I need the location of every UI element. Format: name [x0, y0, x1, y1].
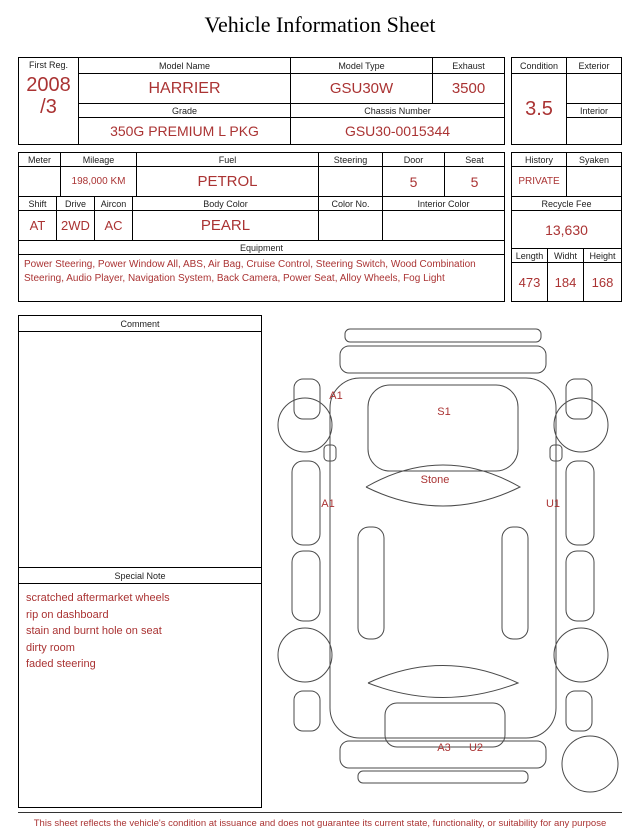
history-row [512, 153, 621, 197]
syaken-label: Syaken [567, 153, 621, 167]
condition-value: 3.5 [512, 74, 567, 144]
fuel-value: PETROL [137, 167, 319, 197]
history-table [511, 152, 622, 302]
first-reg-year: 2008 [26, 74, 71, 96]
steering-label: Steering [319, 153, 383, 167]
fuel-label: Fuel [137, 153, 319, 167]
color-no-label: Color No. [319, 197, 383, 211]
hood-shape [368, 385, 518, 471]
grade-label: Grade [79, 104, 291, 118]
aircon-value: AC [95, 211, 133, 241]
rear-bottom-bar-shape [358, 771, 528, 783]
specs-row-2 [19, 197, 504, 241]
interior-value [567, 118, 621, 144]
condition-label: Condition [512, 58, 567, 74]
right-rear-door-shape [566, 551, 594, 621]
shift-label: Shift [19, 197, 57, 211]
shift-value: AT [19, 211, 57, 241]
model-name-label: Model Name [79, 58, 291, 74]
drive-label: Drive [57, 197, 95, 211]
first-reg-cell [19, 58, 79, 144]
trunk-shape [385, 703, 505, 747]
special-note-label: Special Note [19, 568, 261, 584]
specs-row-1 [19, 153, 504, 197]
body-color-value: PEARL [133, 211, 319, 241]
recycle-fee-row [512, 197, 621, 249]
page-title: Vehicle Information Sheet [204, 12, 436, 37]
model-name-value: HARRIER [79, 74, 291, 104]
front-right-wheel-shape [554, 398, 608, 452]
special-note-line: scratched aftermarket wheels [26, 592, 170, 604]
model-type-label: Model Type [291, 58, 433, 74]
exterior-value [567, 74, 621, 104]
damage-label-u2: U2 [468, 742, 484, 754]
rear-left-wheel-shape [278, 628, 332, 682]
history-value: PRIVATE [512, 167, 567, 197]
damage-label-s1: S1 [437, 406, 451, 418]
length-value: 473 [512, 263, 548, 301]
mileage-label: Mileage [61, 153, 137, 167]
grade-value: 350G PREMIUM L PKG [79, 118, 291, 144]
seat-value: 5 [445, 167, 504, 197]
interior-label: Interior [567, 104, 621, 118]
steering-value [319, 167, 383, 197]
door-value: 5 [383, 167, 445, 197]
mileage-value: 198,000 KM [61, 167, 137, 197]
special-note-line: dirty room [26, 641, 75, 654]
left-rear-door-shape [292, 551, 320, 621]
chassis-number-value: GSU30-0015344 [344, 123, 451, 139]
damage-label-a3: A3 [437, 742, 451, 754]
damage-label-a1-side: A1 [321, 498, 335, 510]
exhaust-label: Exhaust [433, 58, 504, 74]
special-note-line: stain and burnt hole on seat [26, 625, 162, 637]
cabin-right-panel-shape [502, 527, 528, 639]
identification-table [18, 57, 505, 145]
history-label: History [512, 153, 567, 167]
recycle-fee-label: Recycle Fee [512, 197, 621, 211]
first-reg-label: First Reg. [28, 60, 68, 70]
special-note-line: rip on dashboard [26, 608, 109, 621]
equipment-value: Power Steering, Power Window All, ABS, Air Bag, Cruise Control, Steering Switch, Wood Combination Steering, Audio Player, Navigation System, Back Camera, Power Seat, Alloy Wheels, Fog Light [24, 259, 476, 284]
front-left-wheel-shape [278, 398, 332, 452]
special-note-line: faded steering [26, 658, 96, 670]
width-value: 184 [548, 263, 584, 301]
meter-label: Meter [19, 153, 61, 167]
drive-value: 2WD [57, 211, 95, 241]
damage-label-u1: U1 [545, 498, 561, 510]
seat-label: Seat [445, 153, 504, 167]
car-body-outline-shape [330, 378, 556, 738]
specs-table [18, 152, 505, 302]
height-value: 168 [591, 274, 614, 290]
aircon-label: Aircon [95, 197, 133, 211]
cabin-left-panel-shape [358, 527, 384, 639]
exhaust-value: 3500 [433, 74, 504, 104]
damage-label-a1-front: A1 [329, 390, 343, 402]
special-note-box [18, 568, 262, 808]
model-type-value: GSU30W [291, 74, 433, 104]
width-label: Widht [548, 249, 584, 263]
comment-label: Comment [19, 316, 261, 332]
exterior-label: Exterior [567, 58, 621, 74]
right-front-door-shape [566, 461, 594, 545]
car-diagram [268, 315, 628, 795]
equipment-label: Equipment [19, 241, 504, 255]
damage-label-stone: Stone [420, 474, 450, 486]
body-color-label: Body Color [133, 197, 319, 211]
length-label: Length [512, 249, 548, 263]
condition-table [511, 57, 622, 145]
color-no-value [319, 211, 383, 241]
height-label: Height [584, 249, 621, 263]
meter-value [19, 167, 61, 197]
footer-disclaimer: This sheet reflects the vehicle's condition at issuance and does not guarantee its current state, functionality, or suitability for any purpose [33, 818, 607, 829]
spare-wheel-shape [562, 736, 618, 792]
dimensions-row [512, 249, 621, 301]
syaken-value [567, 167, 621, 197]
front-bumper-shape [340, 346, 546, 373]
recycle-fee-value: 13,630 [512, 211, 621, 249]
interior-color-label: Interior Color [383, 197, 504, 211]
footer-divider [18, 812, 622, 813]
front-top-bar-shape [345, 329, 541, 342]
special-note-body [19, 584, 261, 679]
interior-color-value [383, 211, 504, 241]
rear-right-wheel-shape [554, 628, 608, 682]
right-quarter-panel-shape [566, 691, 592, 731]
door-label: Door [383, 153, 445, 167]
left-front-door-shape [292, 461, 320, 545]
comment-box [18, 315, 262, 568]
equipment-section [19, 241, 504, 301]
chassis-number-label: Chassis Number [291, 104, 504, 118]
left-quarter-panel-shape [294, 691, 320, 731]
first-reg-month: /3 [40, 96, 57, 118]
rear-window-shape [368, 666, 518, 698]
